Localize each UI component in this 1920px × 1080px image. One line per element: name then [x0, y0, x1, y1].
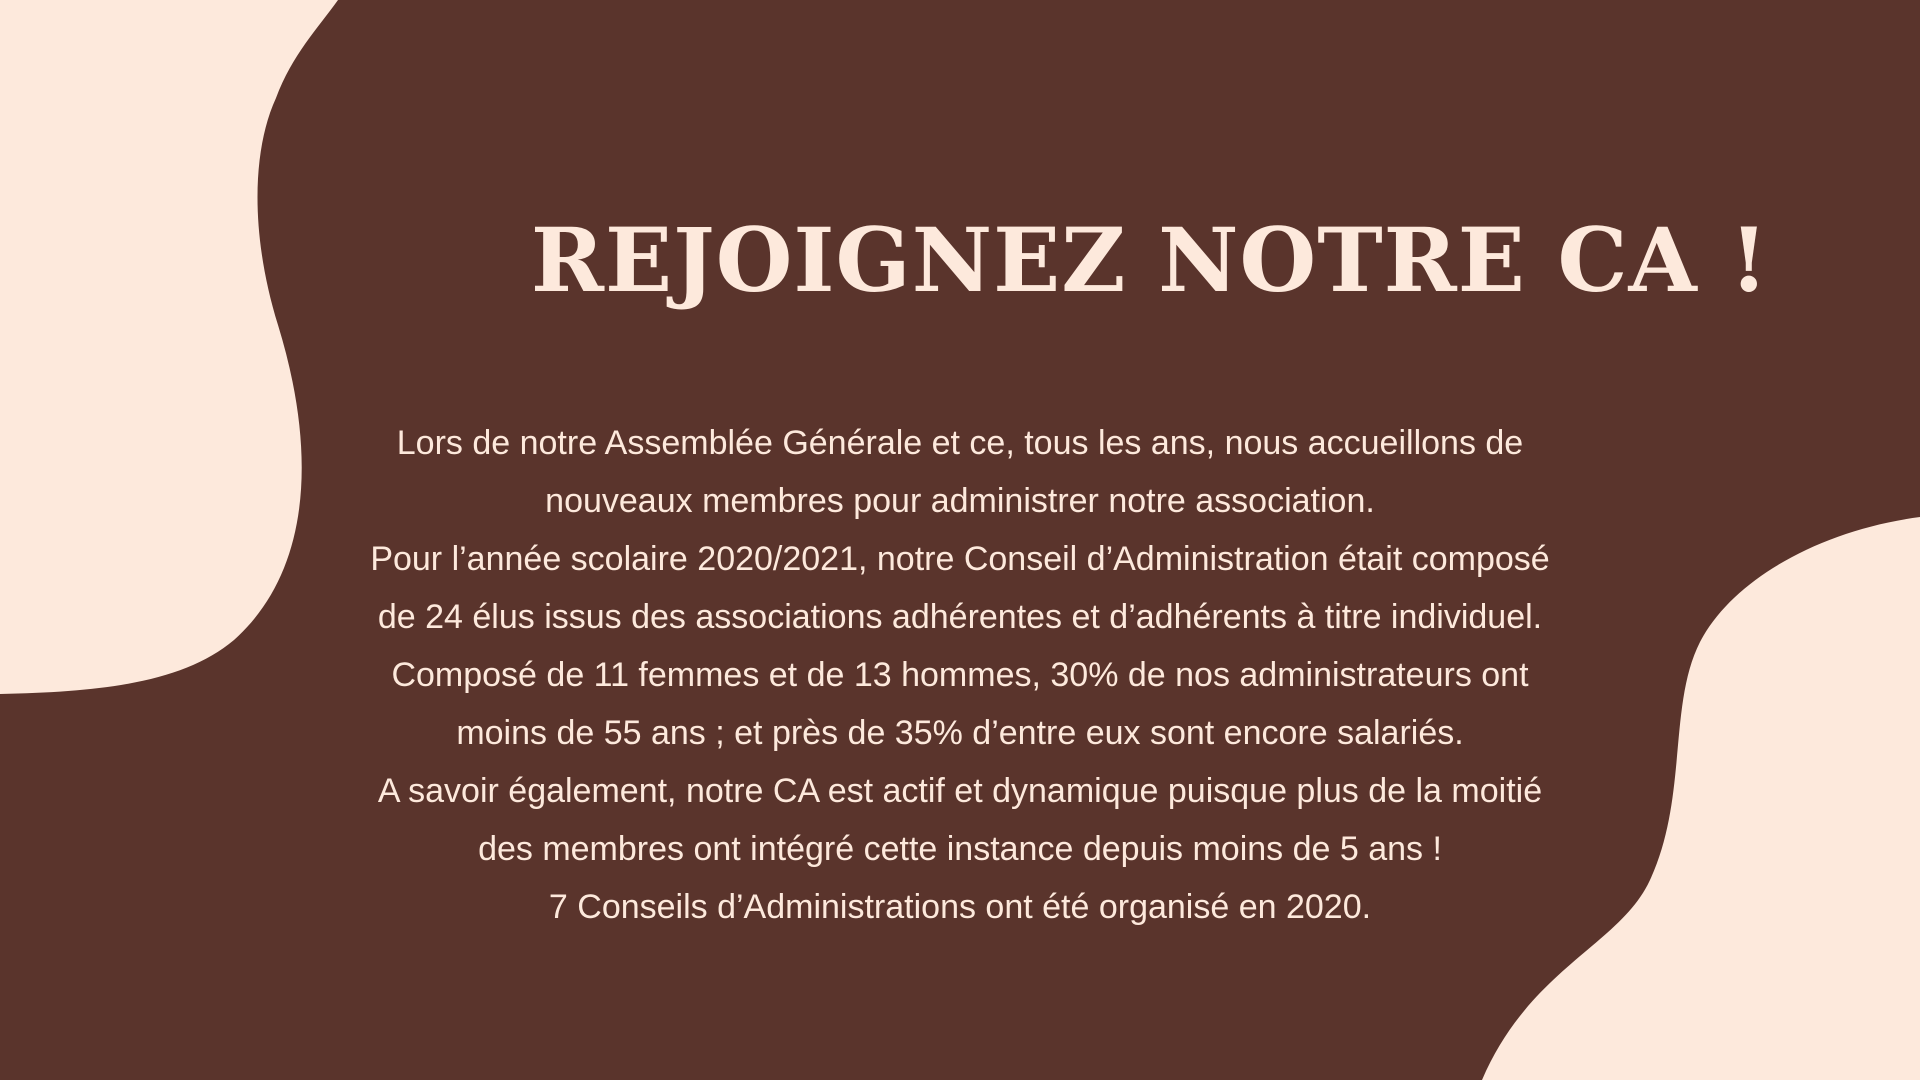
paragraph-composition: Pour l’année scolaire 2020/2021, notre Conseil d’Administration était composé de 24 élus issus des associations adhérentes et d’adhérents à titre individuel. Composé de 11 femmes et de 13 hommes, 30% de nos administrateurs ont moins de 55 ans ; et près de 35% d’entre eux sont encore salariés.	[370, 540, 1550, 752]
paragraph-intro: Lors de notre Assemblée Générale et ce, tous les ans, nous accueillons de nouveaux membres pour administrer notre association.	[396, 424, 1524, 520]
paragraph-meetings: 7 Conseils d’Administrations ont été organisé en 2020.	[548, 888, 1372, 926]
paragraph-dynamism: A savoir également, notre CA est actif et dynamique puisque plus de la moitié des membres ont intégré cette instance depuis moins de 5 ans !	[377, 772, 1543, 868]
top-left-blob	[0, 0, 338, 694]
page-title: REJOIGNEZ NOTRE CA !	[530, 208, 1770, 312]
body-text	[355, 414, 1565, 936]
